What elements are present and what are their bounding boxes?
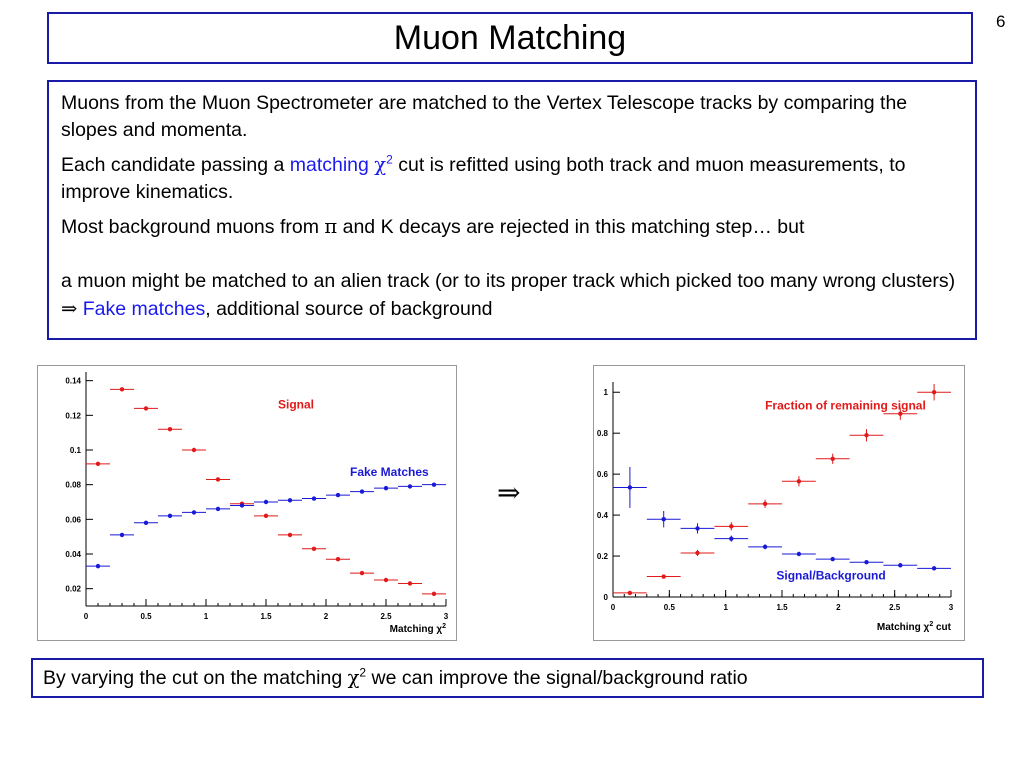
conclusion-box xyxy=(31,658,984,698)
p4-text-a: a muon might be matched to an alien track (or to its proper track which picked too many wrong clusters) xyxy=(61,270,956,292)
data-point xyxy=(192,448,196,452)
data-point xyxy=(864,560,868,564)
chart-chi2-distribution xyxy=(37,365,457,641)
data-point xyxy=(240,503,244,507)
intro-text-box xyxy=(47,80,977,340)
data-point xyxy=(763,502,767,506)
data-point xyxy=(360,489,364,493)
intro-paragraph-2 xyxy=(61,151,965,206)
slide-title-box xyxy=(47,12,973,64)
page-number: 6 xyxy=(996,12,1006,31)
conclusion-chi-superscript: 2 xyxy=(359,665,367,680)
data-point xyxy=(168,514,172,518)
x-tick-label: 3 xyxy=(443,612,449,621)
series-label: Fraction of remaining signal xyxy=(765,398,926,413)
matching-keyword: matching xyxy=(289,154,369,176)
p3-text-b: and K decays are rejected in this matching step… but xyxy=(337,216,805,238)
data-point xyxy=(628,591,632,595)
data-point xyxy=(932,390,936,394)
data-point xyxy=(288,533,292,537)
y-tick-label: 0.1 xyxy=(69,446,81,455)
data-point xyxy=(797,552,801,556)
x-tick-label: 2 xyxy=(323,612,329,621)
y-tick-label: 0.06 xyxy=(65,515,81,525)
y-tick-label: 0.8 xyxy=(596,429,608,439)
p4-text-b: , additional source of background xyxy=(205,298,493,320)
chi-superscript: 2 xyxy=(386,152,393,167)
x-tick-label: 1.5 xyxy=(260,612,272,621)
x-axis-label: Matching $\chi^2$ xyxy=(389,623,446,635)
data-point xyxy=(729,524,733,528)
data-point xyxy=(695,526,699,530)
fake-matches-keyword: Fake matches xyxy=(82,298,206,320)
data-point xyxy=(932,566,936,570)
intro-paragraph-4 xyxy=(61,268,965,323)
conclusion-text-a: By varying the cut on the matching xyxy=(43,667,348,689)
data-point xyxy=(628,485,632,489)
x-tick-label: 3 xyxy=(948,603,954,612)
data-point xyxy=(408,581,412,585)
y-tick-label: 0.12 xyxy=(65,411,81,421)
chart-signal-fraction xyxy=(593,365,965,641)
y-tick-label: 0.2 xyxy=(596,552,608,562)
data-point xyxy=(432,482,436,486)
data-point xyxy=(144,521,148,525)
p2-text-a: Each candidate passing a xyxy=(61,154,290,176)
y-tick-label: 0.6 xyxy=(596,470,608,480)
x-tick-label: 1 xyxy=(723,603,728,612)
intro-paragraph-1: Muons from the Muon Spectrometer are matched to the Vertex Telescope tracks by comparing the slopes and momenta. xyxy=(61,92,908,141)
x-tick-label: 2 xyxy=(836,603,841,612)
series-label: Signal xyxy=(278,397,315,412)
x-tick-label: 0.5 xyxy=(663,603,675,612)
x-tick-label: 0 xyxy=(83,612,89,621)
conclusion-chi-symbol: χ xyxy=(347,666,360,689)
data-point xyxy=(432,592,436,596)
x-tick-label: 2.5 xyxy=(889,603,901,612)
data-point xyxy=(729,536,733,540)
series-label: Signal/Background xyxy=(776,568,886,583)
conclusion-text-b: we can improve the signal/background ratio xyxy=(366,667,748,689)
data-point xyxy=(831,557,835,561)
y-tick-label: 0.14 xyxy=(65,376,81,386)
implies-symbol: ⇒ xyxy=(61,297,78,320)
data-point xyxy=(264,514,268,518)
data-point xyxy=(384,578,388,582)
data-point xyxy=(763,545,767,549)
data-point xyxy=(831,457,835,461)
data-point xyxy=(216,477,220,481)
series-label: Fake Matches xyxy=(350,465,429,479)
data-point xyxy=(312,496,316,500)
intro-paragraph-3 xyxy=(61,213,965,241)
y-tick-label: 0.02 xyxy=(65,584,81,594)
p2-text-b: cut is refitted using both track and muon measurements, to improve kinematics. xyxy=(61,154,906,203)
data-point xyxy=(695,551,699,555)
data-point xyxy=(662,574,666,578)
chart-signal-fraction-svg xyxy=(594,366,964,640)
x-tick-label: 2.5 xyxy=(380,612,392,621)
slide-title: Muon Matching xyxy=(393,18,627,57)
y-tick-label: 0.04 xyxy=(65,550,81,559)
x-tick-label: 1 xyxy=(203,612,209,621)
data-point xyxy=(216,507,220,511)
data-point xyxy=(360,571,364,575)
y-tick-label: 0.08 xyxy=(65,480,81,490)
x-axis-label: Matching $\chi^2$ cut xyxy=(876,621,951,633)
data-point xyxy=(797,479,801,483)
data-point xyxy=(120,533,124,537)
data-point xyxy=(312,547,316,551)
y-tick-label: 1 xyxy=(603,388,608,398)
data-point xyxy=(192,510,196,514)
x-tick-label: 0 xyxy=(610,603,616,612)
implies-arrow: ⇒ xyxy=(497,476,521,509)
data-point xyxy=(384,486,388,490)
chart-chi2-distribution-svg xyxy=(38,366,456,640)
data-point xyxy=(288,498,292,502)
y-tick-label: 0 xyxy=(603,593,608,602)
data-point xyxy=(336,493,340,497)
x-tick-label: 1.5 xyxy=(776,603,788,612)
data-point xyxy=(264,500,268,504)
y-tick-label: 0.4 xyxy=(596,511,608,521)
data-point xyxy=(168,427,172,431)
data-point xyxy=(120,387,124,391)
x-tick-label: 0.5 xyxy=(140,612,152,621)
data-point xyxy=(864,433,868,437)
p3-text-a: Most background muons from xyxy=(61,216,325,238)
pi-symbol: π xyxy=(324,215,338,238)
data-point xyxy=(898,563,902,567)
data-point xyxy=(408,484,412,488)
data-point xyxy=(96,564,100,568)
data-point xyxy=(144,406,148,410)
chi-symbol: χ xyxy=(374,153,387,176)
data-point xyxy=(662,517,666,521)
data-point xyxy=(336,557,340,561)
data-point xyxy=(96,462,100,466)
